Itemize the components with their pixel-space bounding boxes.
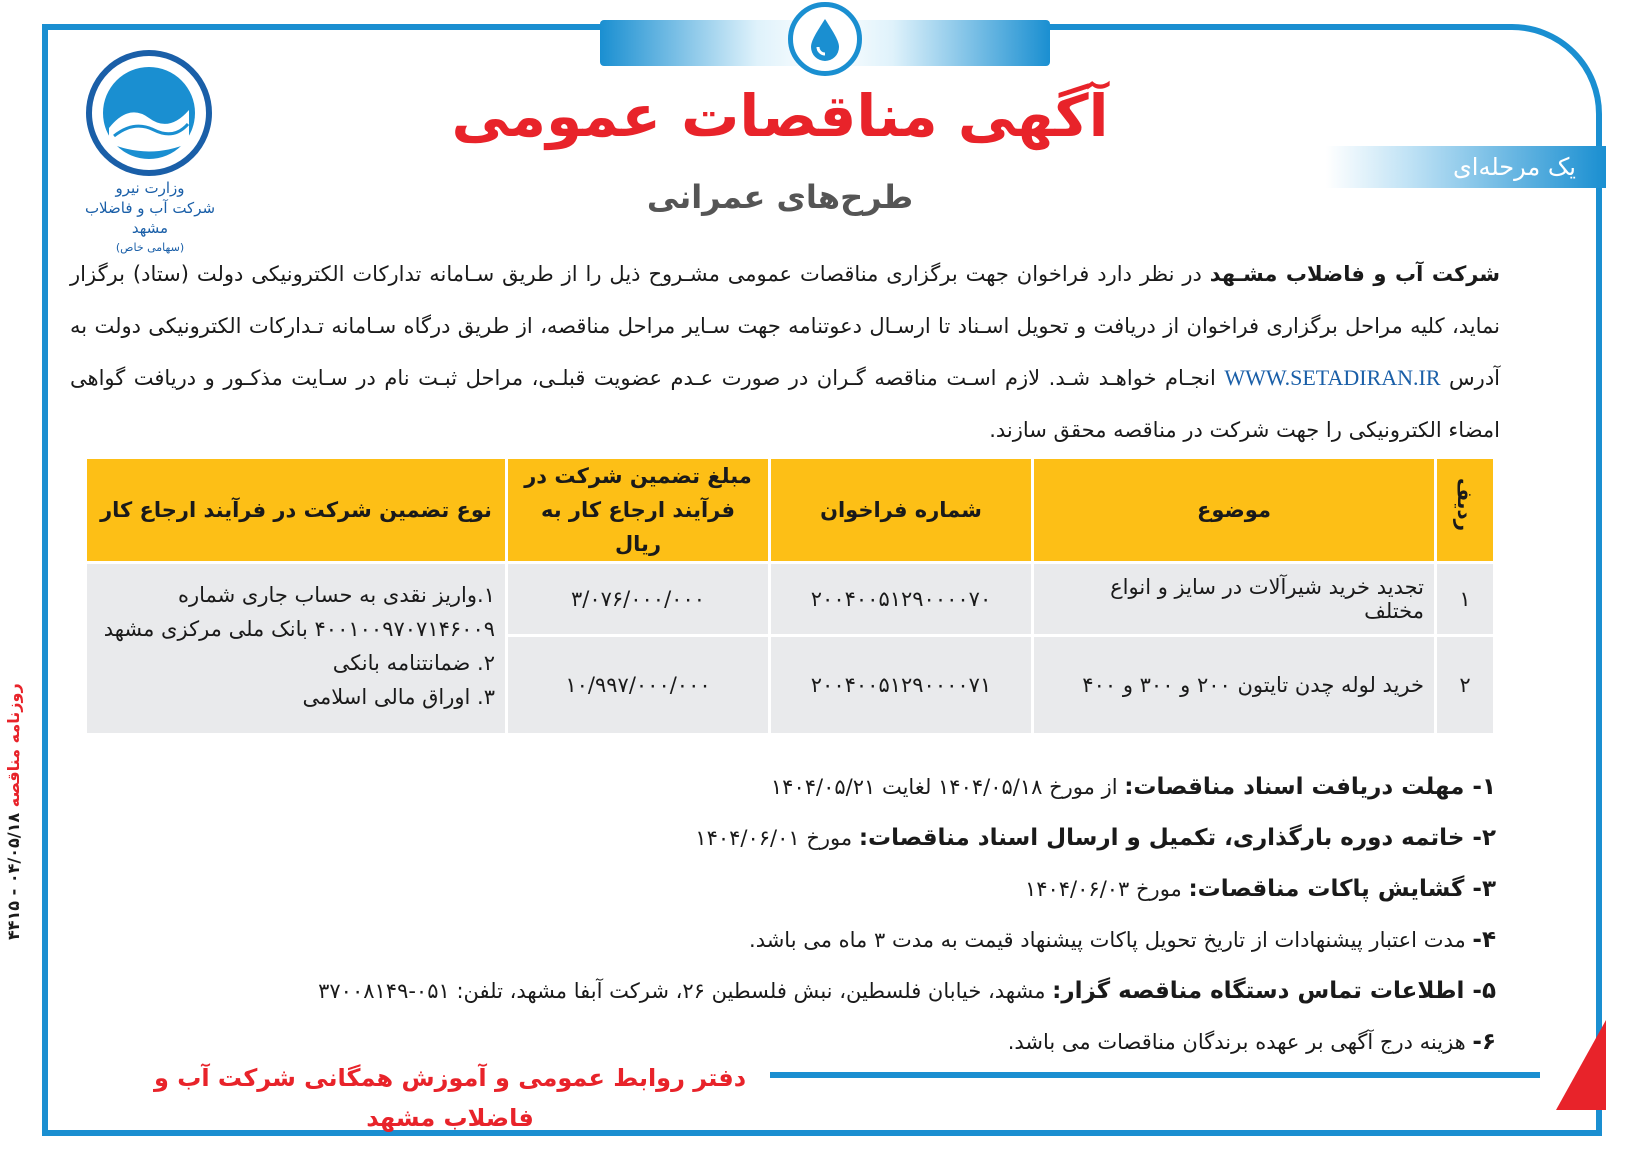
issue-code: ۰۴/۰۵/۱۸ - ۴۴۱۵ (4, 812, 23, 940)
row-amount: ۳/۰۷۶/۰۰۰/۰۰۰ (508, 564, 768, 634)
page-subtitle: طرح‌های عمرانی (646, 178, 914, 216)
row-amount: ۱۰/۹۹۷/۰۰۰/۰۰۰ (508, 637, 768, 733)
company-logo (84, 48, 214, 178)
footer-text: دفتر روابط عمومی و آموزش همگانی شرکت آب و فاضلاب مشهد (130, 1058, 770, 1098)
intro-paragraph (70, 248, 1500, 456)
header-idx: ردیف (1437, 459, 1493, 561)
ribbon-single-stage: یک مرحله‌ای (1326, 146, 1606, 188)
note-item: ۲- خاتمه دوره بارگذاری، تکمیل و ارسال اسناد مناقصات: مورخ ۱۴۰۴/۰۶/۰۱ (695, 825, 1496, 851)
row-idx: ۱ (1437, 564, 1493, 634)
note-item: ۳- گشایش پاکات مناقصات: مورخ ۱۴۰۴/۰۶/۰۳ (1024, 876, 1496, 902)
notes-list (100, 770, 1496, 1076)
guarantee-line: ۱.واریز نقدی به حساب جاری شماره (177, 583, 495, 607)
newspaper-brand: روزنامه مناقصه (4, 683, 23, 808)
water-drop-badge (788, 2, 862, 76)
note-item: ۶- هزینه درج آگهی بر عهده برندگان مناقصات می باشد. (1007, 1029, 1496, 1055)
row-subject: تجدید خرید شیرآلات در سایز و انواع مختلف (1034, 564, 1434, 634)
water-drop-icon (808, 17, 842, 61)
note-item: ۱- مهلت دریافت اسناد مناقصات: از مورخ ۱۴۰۴/۰۵/۱۸ لغایت ۱۴۰۴/۰۵/۲۱ (770, 774, 1496, 800)
header-amount: مبلغ تضمین شرکت در فرآیند ارجاع کار به ریال (508, 459, 768, 561)
header-number: شماره فراخوان (771, 459, 1031, 561)
table-header-row (87, 459, 1493, 561)
intro-text-1: در نظر دارد فراخوان جهت برگزاری مناقصات عمومی مشـروح ذیل را از طریق سـامانه تدارکات الکترونیکی دولت (ستاد) برگزار نماید، کلیه مراحل برگزاری فراخوان از دریافت و تحویل اسـناد تا ارسـال دعوتنامه جهت سـایر مراحل مناقصه، از طریق درگاه سـامانه تـدارکات الکترونیکی دولت به آدرس (70, 262, 1501, 390)
setad-link[interactable]: WWW.SETADIRAN.IR (1224, 365, 1441, 390)
red-corner-accent (1556, 1020, 1606, 1110)
table-row (87, 564, 1493, 634)
row-subject: خرید لوله چدن تایتون ۲۰۰ و ۳۰۰ و ۴۰۰ (1034, 637, 1434, 733)
logo-caption (80, 178, 220, 258)
header-guarantee: نوع تضمین شرکت در فرآیند ارجاع کار (87, 459, 505, 561)
row-number: ۲۰۰۴۰۰۵۱۲۹۰۰۰۰۷۰ (771, 564, 1031, 634)
intro-text-2: انجـام خواهـد شـد. لازم اسـت مناقصه گـران در صورت عـدم عضویت قبلـی، مراحل ثبـت نام در سـایت مذکـور و دریافت گواهی امضاء الکترونیکی را جهت شرکت در مناقصه محقق سازند. (70, 366, 1500, 442)
intro-company: شرکت آب و فاضلاب مشـهد (1209, 262, 1501, 286)
guarantee-line: ۴۰۰۱۰۰۹۷۰۷۱۴۶۰۰۹ بانک ملی مرکزی مشهد (103, 617, 495, 641)
company-name: شرکت آب و فاضلاب مشهد (84, 199, 216, 237)
note-item: ۴- مدت اعتبار پیشنهادات از تاریخ تحویل پاکات پیشنهاد قیمت به مدت ۳ ماه می باشد. (749, 927, 1496, 953)
guarantee-line: ۳. اوراق مالی اسلامی (302, 685, 495, 709)
row-idx: ۲ (1437, 637, 1493, 733)
company-type: (سهامی خاص) (115, 241, 185, 254)
header-subject: موضوع (1034, 459, 1434, 561)
footer-rule (770, 1072, 1540, 1078)
guarantee-line: ۲. ضمانتنامه بانکی (332, 651, 495, 675)
ministry-name: وزارت نیرو (115, 179, 185, 197)
note-item: ۵- اطلاعات تماس دستگاه مناقصه گزار: مشهد، خیابان فلسطین، نبش فلسطین ۲۶، شرکت آبفا مشهد، تلفن: ۰۵۱-۳۷۰۰۸۱۴۹ (318, 978, 1496, 1004)
tender-table (84, 456, 1496, 736)
row-number: ۲۰۰۴۰۰۵۱۲۹۰۰۰۰۷۱ (771, 637, 1031, 733)
guarantee-cell (87, 564, 505, 733)
side-strip (4, 600, 44, 940)
page-title: آگهی مناقصات عمومی (451, 82, 1109, 150)
